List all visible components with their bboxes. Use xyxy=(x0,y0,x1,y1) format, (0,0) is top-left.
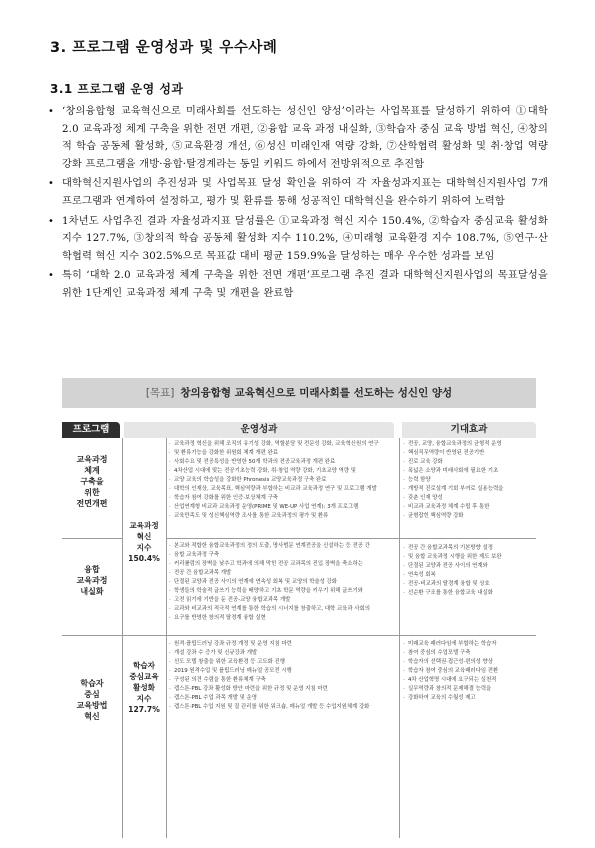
result-item: · 학생들의 학술적 글쓰기 능력을 배양하고 기초 학문 역량을 키우기 위해 글쓰기와 xyxy=(169,587,370,596)
result-item: · 캡스톤-PBL 수업 과목 개발 및 운영 xyxy=(169,694,369,703)
goal-text: 창의융합형 교육혁신으로 미래사회를 선도하는 성신인 양성 xyxy=(180,387,453,399)
effect-item: · 및 융합 교육과정 시행을 위한 제도 보완 xyxy=(403,553,502,562)
effect-item: · 핵심직무역량이 반영된 전공기반 xyxy=(403,449,503,458)
result-item: · 4차산업 시대에 맞는 전공기초능력 강화, 취·창업 역량 강화, 기초교양 역량 및 xyxy=(169,467,379,476)
program-name: 융합 교육과정 내실화 xyxy=(76,565,108,596)
result-item: · 교육만족도 및 성신핵심역량 조사를 통한 교육과정의 평가 및 환류 xyxy=(169,512,379,521)
result-item: · 원격·플립드러닝 강좌 규정 개정 및 운영 지침 마련 xyxy=(169,640,369,649)
bullet-item xyxy=(48,175,548,210)
result-item: · 선도 모델 창출을 위한 교육환경 등 고도화 진행 xyxy=(169,658,369,667)
result-item: · 전공 간 융합교과목 개발 xyxy=(169,569,370,578)
effect-item: · 연속성 회복 xyxy=(403,571,502,580)
effect-item: · 폭넓은 소양과 미래사회에 필요한 기초 xyxy=(403,467,503,476)
results-list xyxy=(169,640,369,712)
bullet-mark: • xyxy=(48,270,55,282)
header-effects: 기대효과 xyxy=(402,422,536,438)
effects-list xyxy=(403,440,503,521)
effect-item: · 학습자 참여 중심의 교육패러다임 전환 xyxy=(403,667,498,676)
effect-item: · 학습자의 선택권·접근성·편의성 향상 xyxy=(403,658,498,667)
effect-item: · 4차 산업혁명 시대에 요구되는 실천적 xyxy=(403,676,498,685)
result-item: · 대학의 인재상, 교육목표, 핵심역량과 부합하는 비교과 교육과정 연구 및 프로그램 개발 xyxy=(169,485,379,494)
effect-item: · 전공, 교양, 융합교육과정의 균형적 운영 xyxy=(403,440,503,449)
result-item: · 융합 교육과정 구축 xyxy=(169,551,370,560)
effect-item: · 진로 교육 강화 xyxy=(403,458,503,467)
bullet-item xyxy=(48,213,548,266)
result-item: · 개설 강좌 수 증가 및 신규강좌 개발 xyxy=(169,649,369,658)
effect-item: · 전공 간 융합교과목의 기본방향 설정 xyxy=(403,544,502,553)
effect-item: · 균형잡힌 핵심역량 강화 xyxy=(403,512,503,521)
effects-list xyxy=(403,640,498,703)
result-item: · 요구를 반영한 창의적 탈경계 융합 실현 xyxy=(169,614,370,623)
index-label: 교육과정 혁신 지수 150.4% xyxy=(128,521,160,563)
effect-item: · 참여 중심의 수업모델 구축 xyxy=(403,649,498,658)
divider xyxy=(122,438,123,838)
result-item: · 캡스톤·PBL 수업 지원 및 질 관리를 위한 워크숍, 매뉴얼 개발 등 수업지원체계 강화 xyxy=(169,703,369,712)
bullet-mark: • xyxy=(48,215,55,227)
header-program: 프로그램 xyxy=(62,422,120,438)
effect-item: · 전공-비교과의 탈경계 융합 및 상호 xyxy=(403,580,502,589)
program-name: 학습자 중심 교육방법 혁신 xyxy=(76,679,108,721)
bullet-item xyxy=(48,267,548,302)
bullet-text: ‘창의융합형 교육혁신으로 미래사회를 선도하는 성신인 양성’이라는 사업목표를 달성하기 위하여 ①대학2.0 교육과정 체계 구축을 위한 전면 개편, ②융합 교육 과정 내실화, ③학습자 중심 교육 방법 혁신, ④창의적 학습 공동체 활성화, ⑤교육환경 개선, ⑥성신 미래인재 역량 강화, ⑦산학협력 활성화 및 취·창업 역량 강화 프로그램을 개방·융합·탈경계라는 동일 키워드 하에서 전방위적으로 추진함 xyxy=(62,106,548,170)
program-name: 교육과정 체계 구축을 위한 전면개편 xyxy=(76,455,108,508)
result-item: · 및 환류기능을 강화한 위원회 체계 개편 완료 xyxy=(169,449,379,458)
divider xyxy=(166,538,536,539)
bullet-mark: • xyxy=(48,178,55,190)
bullet-text: 특히 ‘대학 2.0 교육과정 체계 구축을 위한 전면 개편’프로그램 추진 결과 대학혁신지원사업의 목표달성을 위한 1단계인 교육과정 체계 구축 및 개편을 완료함 xyxy=(62,270,548,299)
effect-item: · 능력 함양 xyxy=(403,476,503,485)
bullet-item xyxy=(48,103,548,173)
divider xyxy=(62,538,122,539)
index-label: 학습자 중심교육 활성화 지수 127.7% xyxy=(128,661,160,714)
section-heading: 3. 프로그램 운영성과 및 우수사례 xyxy=(50,40,278,56)
program-figure xyxy=(62,378,536,848)
goal-tag: [목표] xyxy=(145,387,175,399)
result-item: · 교과와 비교과의 적극적 연계를 통한 학습의 시너지를 창출하고, 대학 교육과 사회의 xyxy=(169,605,370,614)
result-item: · 사회수요 및 전공특성을 반영한 50개 학과의 전공교육과정 개편 완료 xyxy=(169,458,379,467)
effect-item: · 미래교육 패러다임에 부합하는 학습자 xyxy=(403,640,498,649)
bullet-text: 대학혁신지원사업의 추진성과 및 사업목표 달성 확인을 위하여 각 자율성과지표는 대학혁신지원사업 7개 프로그램과 연계하여 설정하고, 평가 및 환류를 통해 성공적인 대학혁신을 완수하기 위하여 노력함 xyxy=(62,178,548,207)
result-item: · 산업연계형 비교과 교육과정 운영(PRIME 및 WE-UP 사업 연계): 3개 프로그램 xyxy=(169,503,379,512)
result-item: · 교양 교육의 학습성을 강화한 Phronesis 교양교육과정 구축 완료 xyxy=(169,476,379,485)
bullet-text: 1차년도 사업추진 결과 자율성과지표 달성률은 ①교육과정 혁신 지수 150.4%, ②학습자 중심교육 활성화 지수 127.7%, ③창의적 학습 공동체 활성화 지수 110.2%, ④미래형 교육환경 지수 108.7%, ⑤연구·산학협력 혁신 지수 302.5%으로 목표값 대비 평균 159.9%을 달성하는 매우 우수한 성과를 보임 xyxy=(62,215,548,262)
divider xyxy=(166,438,167,838)
effect-item: · 비교과 교육과정 체계 수립 후 통한 xyxy=(403,503,503,512)
result-item: · 2019 원격수업 및 플립드러닝 매뉴얼 공모전 시행 xyxy=(169,667,369,676)
header-results: 운영성과 xyxy=(124,422,394,438)
bullet-list xyxy=(48,103,548,305)
result-item: · 본교와 적합한 융합교육과정의 정의 도출, 명사범문 연계전공을 신설하는 등 전공 간 xyxy=(169,542,370,551)
bullet-mark: • xyxy=(48,106,55,117)
subsection-heading: 3.1 프로그램 운영 성과 xyxy=(50,82,184,96)
effects-list xyxy=(403,544,502,598)
result-item: · 고전 읽기에 기반을 둔 전공-교양 융합교과목 개발 xyxy=(169,596,370,605)
goal-banner xyxy=(62,378,536,408)
result-item: · 캡스톤·PBL 강좌 활성화 방안 마련을 위한 규정 및 운영 지침 마련 xyxy=(169,685,369,694)
effect-item: · 강화하여 교육의 수월성 제고 xyxy=(403,694,498,703)
result-item: · 단절된 교양과 전공 사이의 연계에 연속성 회복 및 교양의 학술성 강화 xyxy=(169,578,370,587)
effect-item: · 실무역량과 창의적 문제해결 능력을 xyxy=(403,685,498,694)
result-item: · 커리큘럼의 장벽을 낮추고 학과에 의해 막힌 전공 교과목의 진입 장벽을 축소하는 xyxy=(169,560,370,569)
divider xyxy=(399,438,400,838)
results-list xyxy=(169,542,370,623)
effect-item: · 선순환 구조를 통한 융합교육 내실화 xyxy=(403,589,502,598)
effect-item: · 개방적 진로설계 기회 부여로 실용능력을 xyxy=(403,485,503,494)
effect-item: · 갖춘 인재 양성 xyxy=(403,494,503,503)
effect-item: · 단절된 교양과 전공 사이의 연계와 xyxy=(403,562,502,571)
divider xyxy=(62,635,536,636)
result-item: · 구성된 의견 수렴을 통한 환류체계 구축 xyxy=(169,676,369,685)
result-item: · 학습자 참여 강화를 위한 인증·보상체계 구축 xyxy=(169,494,379,503)
results-list xyxy=(169,440,379,521)
result-item: · 교육과정 혁신을 위해 조직의 유기성 강화, 역할분담 및 전문성 강화, 교육혁신원의 연구 xyxy=(169,440,379,449)
